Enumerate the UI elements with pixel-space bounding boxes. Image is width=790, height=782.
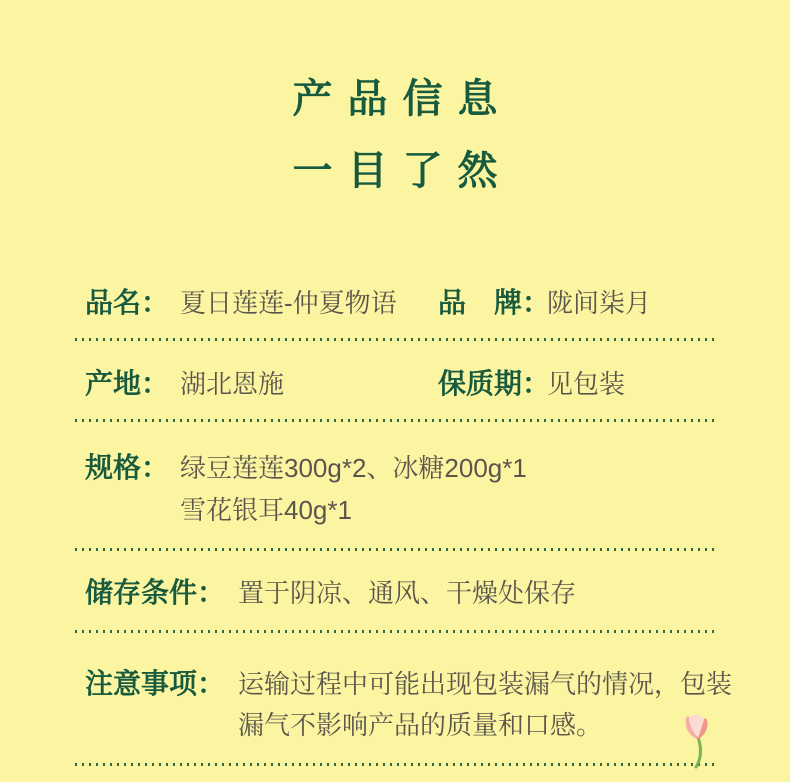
- lotus-bud-icon: [668, 713, 714, 769]
- row-storage: [75, 551, 715, 630]
- notice-value: [238, 666, 732, 743]
- product-name-label: 品名：: [85, 287, 170, 318]
- notice-label: 注意事项：: [85, 668, 226, 699]
- row-origin-shelflife: [75, 341, 715, 419]
- page-title: [0, 0, 790, 194]
- product-name-value: 夏日莲莲-仲夏物语: [180, 288, 397, 318]
- row-notice: [75, 633, 733, 763]
- notice-value-line-2: 漏气不影响产品的质量和口感。: [238, 710, 603, 740]
- specification-value: [180, 450, 527, 528]
- shelf-life-value: 见包装: [547, 369, 626, 399]
- shelf-life-label: 保质期：: [438, 368, 551, 399]
- row-specification: [75, 422, 715, 548]
- row-name-brand: [75, 285, 715, 338]
- origin-label: 产地：: [85, 368, 170, 399]
- dotted-divider: [75, 763, 715, 766]
- title-line-2: 一目了然: [292, 147, 513, 194]
- origin-value: 湖北恩施: [180, 369, 285, 399]
- specification-value-line-2: 雪花银耳40g*1: [180, 495, 352, 525]
- notice-value-line-1: 运输过程中可能出现包装漏气的情况，包装: [238, 669, 733, 699]
- brand-value: 陇间柒月: [547, 288, 652, 318]
- title-line-1: 产品信息: [292, 75, 513, 122]
- storage-label: 储存条件：: [85, 577, 226, 608]
- specification-value-line-1: 绿豆莲莲300g*2、冰糖200g*1: [180, 453, 527, 483]
- storage-value: 置于阴凉、通风、干燥处保存: [238, 578, 577, 608]
- specification-label: 规格：: [85, 452, 170, 483]
- brand-label: 品 牌：: [438, 287, 551, 318]
- info-table: [75, 285, 733, 766]
